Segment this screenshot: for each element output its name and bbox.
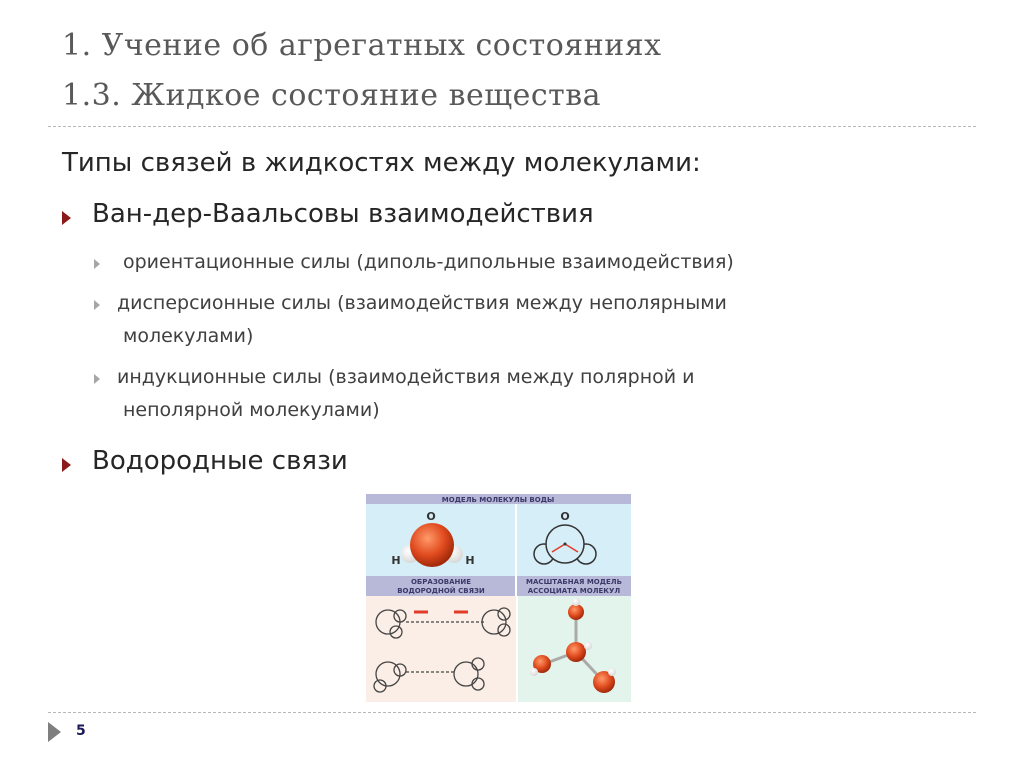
title-divider	[48, 126, 976, 127]
bullet-arrow-icon	[62, 211, 71, 225]
top-panel	[366, 504, 631, 576]
bullet-arrow-icon	[62, 458, 71, 472]
atom-o-label: O	[426, 510, 436, 523]
page-number: 5	[76, 723, 86, 739]
left-panel-label-1: ОБРАЗОВАНИЕ	[410, 578, 472, 586]
sub-bullet-arrow-icon	[94, 259, 100, 269]
footer-divider	[48, 712, 976, 713]
right-panel-label-1: МАСШТАБНАЯ МОДЕЛЬ	[526, 578, 622, 586]
atom-h-label-left: H	[391, 554, 401, 567]
right-panel-label-2: АССОЦИАТА МОЛЕКУЛ	[527, 587, 621, 595]
oxygen-atom	[410, 523, 454, 567]
bullet-hydrogen-bonds: Водородные связи	[92, 446, 348, 476]
slide-title-line-1: 1. Учение об агрегатных состояниях	[62, 28, 662, 63]
atom-o-label-outline: O	[560, 510, 570, 523]
atom-h-label-right: H	[465, 554, 475, 567]
sub-bullet-dispersion-line-1: дисперсионные силы (взаимодействия между неполярными	[117, 292, 727, 314]
intro-text: Типы связей в жидкостях между молекулами:	[62, 148, 701, 178]
sub-bullet-orientation: ориентационные силы (диполь-дипольные взаимодействия)	[123, 251, 734, 273]
sub-bullet-dispersion-line-2: молекулами)	[123, 325, 254, 347]
left-panel-label-2: ВОДОРОДНОЙ СВЯЗИ	[397, 587, 485, 595]
sub-bullet-induction-line-2: неполярной молекулами)	[123, 399, 380, 421]
page-arrow-icon	[48, 722, 61, 742]
bullet-van-der-waals: Ван-дер-Ваальсовы взаимодействия	[92, 199, 594, 229]
water-molecule-figure	[366, 494, 631, 702]
slide-title-line-2: 1.3. Жидкое состояние вещества	[62, 78, 602, 113]
sub-bullet-induction-line-1: индукционные силы (взаимодействия между полярной и	[117, 366, 695, 388]
sub-bullet-arrow-icon	[94, 300, 100, 310]
sub-bullet-arrow-icon	[94, 374, 100, 384]
figure-header-text: МОДЕЛЬ МОЛЕКУЛЫ ВОДЫ	[441, 496, 555, 504]
